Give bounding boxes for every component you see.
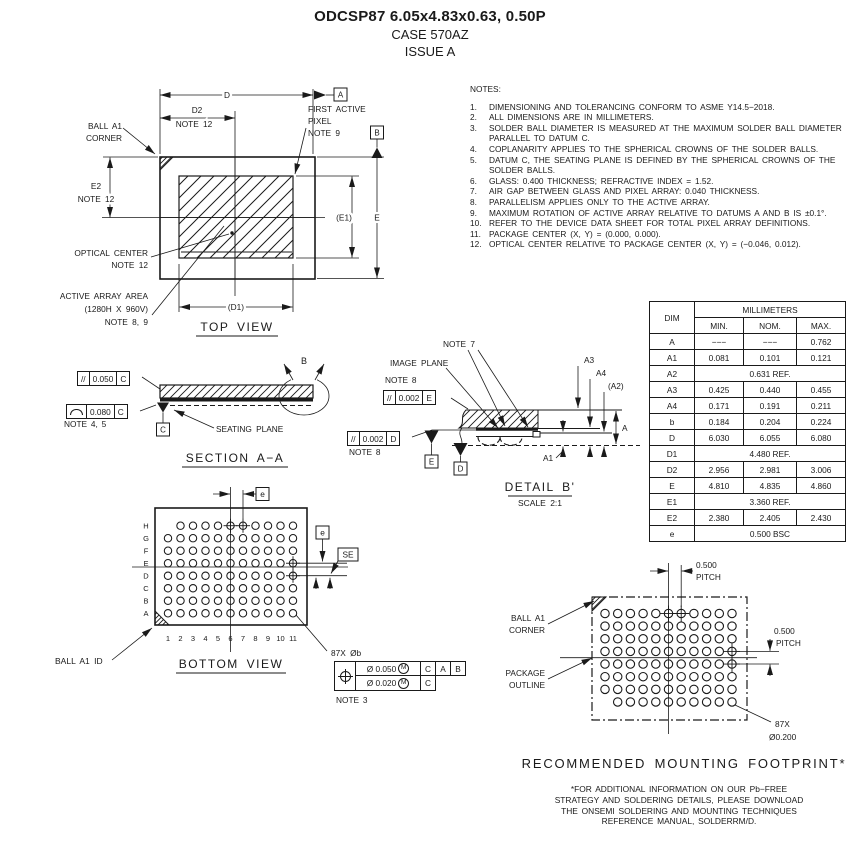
pitch-top-value: 0.500 bbox=[696, 560, 717, 570]
fcf-coplanarity-note: NOTE 4, 5 bbox=[64, 419, 107, 429]
note-item: 4. COPLANARITY APPLIES TO THE SPHERICAL CROWNS OF THE SOLDER BALLS. bbox=[470, 143, 819, 154]
pitch-right-value: 0.500 bbox=[774, 626, 795, 636]
mmc-modifier-icon: M bbox=[398, 663, 409, 674]
note-item: 8. PARALLELISM APPLIES ONLY TO THE ACTIVE ARRAY. bbox=[470, 196, 710, 207]
fcf-parallelism-glass: // 0.050 C bbox=[77, 371, 130, 386]
parallelism-icon: // bbox=[387, 392, 392, 403]
dim-table-row: A3 0.425 0.440 0.455 bbox=[650, 382, 846, 398]
fcf-parallelism-seating: // 0.002 D bbox=[347, 431, 400, 446]
glass-section bbox=[160, 385, 313, 398]
bottom-view-title: BOTTOM VIEW bbox=[178, 657, 284, 671]
svg-text:F: F bbox=[143, 546, 149, 556]
footer-note: *FOR ADDITIONAL INFORMATION ON OUR Pb−FREE STRATEGY AND SOLDERING DETAILS, PLEASE DOWNLOAD THE ONSEMI SOLDERING AND MOUNTING TECHNIQUES REFERENCE MANUAL, SOLDERRM/D. bbox=[554, 784, 804, 827]
datum-d-arrow bbox=[454, 443, 468, 456]
svg-text:D: D bbox=[143, 571, 149, 581]
dim-table-header-units: MILLIMETERS bbox=[695, 302, 846, 318]
optical-center-label: NOTE 12 bbox=[111, 260, 148, 270]
issue-revision: ISSUE A bbox=[404, 44, 456, 59]
notes-section bbox=[470, 84, 862, 250]
ball-a1-id-chamfer bbox=[155, 611, 169, 625]
dim-e-label: E bbox=[374, 212, 380, 223]
datum-e-label: E bbox=[428, 457, 435, 467]
section-aa bbox=[140, 356, 329, 467]
mounting-footprint bbox=[506, 560, 847, 771]
dim-a-label: A bbox=[622, 423, 628, 433]
ball-a1-corner-chamfer bbox=[160, 157, 173, 170]
note-item: 7. AIR GAP BETWEEN GLASS AND PIXEL ARRAY: 0.040 THICKNESS. bbox=[470, 186, 760, 197]
bottom-view bbox=[55, 487, 362, 673]
package-outline-label: OUTLINE bbox=[509, 680, 545, 690]
optical-center-dot bbox=[230, 231, 233, 234]
note-item: 3. SOLDER BALL DIAMETER IS MEASURED AT THE MAXIMUM SOLDER BALL DIAMETER PARALLEL TO DATUM C. bbox=[470, 122, 842, 144]
svg-text:3: 3 bbox=[190, 634, 196, 643]
optical-center-label: OPTICAL CENTER bbox=[74, 248, 148, 258]
fcf-bottom-note: NOTE 8 bbox=[349, 447, 381, 457]
fcf-parallelism-image-plane: // 0.002 E bbox=[383, 390, 436, 405]
first-active-pixel-label: NOTE 9 bbox=[308, 128, 340, 138]
svg-text:1: 1 bbox=[165, 634, 171, 643]
ball-a1-corner-label: CORNER bbox=[509, 625, 545, 635]
note-item: 2. ALL DIMENSIONS ARE IN MILLIMETERS. bbox=[470, 112, 654, 123]
dim-table-row: E 4.810 4.835 4.860 bbox=[650, 478, 846, 494]
datum-b-arrow bbox=[372, 148, 383, 159]
svg-text:2: 2 bbox=[178, 634, 183, 643]
solder-ball-outline bbox=[500, 437, 522, 445]
fcf-position-note: NOTE 3 bbox=[336, 695, 368, 705]
dim-table-header-max: MAX. bbox=[797, 318, 846, 334]
ball-diameter-callout: 87X Øb bbox=[331, 648, 362, 658]
top-view-title: TOP VIEW bbox=[200, 320, 274, 334]
dim-e1-label: (E1) bbox=[336, 212, 352, 223]
datum-e-arrow bbox=[425, 431, 439, 444]
dim-table-row: A4 0.171 0.191 0.211 bbox=[650, 398, 846, 414]
note-item: 1. DIMENSIONING AND TOLERANCING CONFORM TO ASME Y14.5−2018. bbox=[470, 101, 775, 112]
ball-grid bbox=[164, 519, 300, 617]
svg-text:4: 4 bbox=[203, 634, 208, 643]
pitch-right-label: PITCH bbox=[776, 638, 801, 648]
svg-text:11: 11 bbox=[289, 634, 297, 643]
pitch-e-label: e bbox=[320, 527, 325, 538]
first-active-pixel-label: FIRST ACTIVE bbox=[308, 104, 366, 114]
pitch-e-label: e bbox=[260, 489, 265, 499]
notes-list bbox=[470, 102, 862, 250]
seating-plane-label: SEATING PLANE bbox=[216, 424, 284, 434]
row-labels bbox=[143, 522, 149, 619]
dim-table-header-dim: DIM bbox=[650, 302, 695, 334]
note-item: 6. GLASS: 0.400 THICKNESS; REFRACTIVE INDEX = 1.52. bbox=[470, 175, 714, 186]
ball-a1-corner-label: BALL A1 bbox=[511, 613, 545, 623]
svg-text:A: A bbox=[143, 609, 149, 619]
dim-table-row: E1 3.360 REF. bbox=[650, 494, 846, 510]
solder-ball-outline bbox=[478, 437, 500, 445]
note-item: 10. REFER TO THE DEVICE DATA SHEET FOR TOTAL PIXEL ARRAY DEFINITIONS. bbox=[470, 218, 811, 229]
first-pixel-step bbox=[533, 432, 540, 438]
ball-a1-id-label: BALL A1 ID bbox=[55, 656, 103, 666]
dim-a4-label: A4 bbox=[596, 368, 607, 378]
svg-text:C: C bbox=[143, 584, 149, 594]
svg-text:5: 5 bbox=[215, 634, 221, 643]
active-array-label: NOTE 8, 9 bbox=[104, 317, 148, 327]
dim-table-row: D2 2.956 2.981 3.006 bbox=[650, 462, 846, 478]
dim-table-body bbox=[650, 334, 846, 542]
active-array-area bbox=[179, 176, 293, 258]
dim-table-row: e 0.500 BSC bbox=[650, 526, 846, 542]
dim-table-row: A2 0.631 REF. bbox=[650, 366, 846, 382]
svg-text:8: 8 bbox=[253, 634, 258, 643]
top-view bbox=[60, 88, 384, 336]
mmc-modifier-icon: M bbox=[398, 678, 409, 689]
dim-table-row: E2 2.380 2.405 2.430 bbox=[650, 510, 846, 526]
note7-label: NOTE 7 bbox=[443, 339, 475, 349]
fcf-coplanarity: 0.080 C bbox=[66, 404, 128, 419]
dim-table-header-min: MIN. bbox=[695, 318, 744, 334]
col-labels bbox=[166, 634, 297, 643]
note-item: 5. DATUM C, THE SEATING PLANE IS DEFINED BY THE SPHERICAL CROWNS OF THE SOLDER BALLS. bbox=[470, 154, 836, 176]
svg-text:6: 6 bbox=[228, 634, 233, 643]
svg-text:7: 7 bbox=[240, 634, 246, 643]
active-array-label: ACTIVE ARRAY AREA bbox=[59, 291, 148, 301]
note-item: 9. MAXIMUM ROTATION OF ACTIVE ARRAY RELATIVE TO DATUMS A AND B IS ±0.1°. bbox=[470, 207, 827, 218]
ball-a1-corner-label: BALL A1 bbox=[88, 121, 122, 131]
dim-a2-label: (A2) bbox=[608, 381, 624, 391]
ball-a1-corner-label: CORNER bbox=[86, 133, 122, 143]
svg-text:10: 10 bbox=[276, 634, 285, 643]
dim-table-header-nom: NOM. bbox=[744, 318, 797, 334]
datum-c-arrow bbox=[157, 403, 169, 413]
datum-d-label: D bbox=[457, 464, 464, 474]
svg-text:G: G bbox=[143, 534, 149, 544]
dim-a1-label: A1 bbox=[543, 453, 554, 463]
dim-table-row: A −−− −−− 0.762 bbox=[650, 334, 846, 350]
dim-table-row: D1 4.480 REF. bbox=[650, 446, 846, 462]
dim-table bbox=[649, 301, 846, 542]
parallelism-icon: // bbox=[81, 373, 86, 384]
parallelism-icon: // bbox=[351, 433, 356, 444]
notes-heading: NOTES: bbox=[470, 84, 501, 94]
dim-e2-label: E2 bbox=[90, 181, 102, 191]
drawing-title: ODCSP87 6.05x4.83x0.63, 0.50P bbox=[314, 8, 546, 25]
dim-table-row: D 6.030 6.055 6.080 bbox=[650, 430, 846, 446]
first-active-pixel-label: PIXEL bbox=[308, 116, 332, 126]
fcf-position: Ø 0.050 M C A B Ø 0.020 M C bbox=[334, 661, 466, 691]
fcf-top-note: NOTE 8 bbox=[385, 375, 417, 385]
active-array-label: (1280H X 960V) bbox=[84, 304, 148, 314]
section-aa-title: SECTION A−A bbox=[185, 451, 285, 465]
datum-a-label: A bbox=[337, 90, 344, 100]
svg-text:9: 9 bbox=[265, 634, 271, 643]
pad-diameter-callout: Ø0.200 bbox=[769, 732, 797, 742]
die-section bbox=[160, 398, 313, 402]
pad-grid bbox=[601, 606, 740, 707]
svg-text:H: H bbox=[143, 521, 149, 531]
svg-text:B: B bbox=[143, 596, 149, 606]
svg-text:E: E bbox=[143, 559, 149, 569]
detail-b-marker-label: B bbox=[300, 356, 308, 366]
note-item: 12. OPTICAL CENTER RELATIVE TO PACKAGE CENTER (X, Y) = (−0.046, 0.012). bbox=[470, 239, 801, 250]
dim-table-row: b 0.184 0.204 0.224 bbox=[650, 414, 846, 430]
detail-b-title: DETAIL B' bbox=[504, 480, 576, 494]
detail-b-scale: SCALE 2:1 bbox=[517, 498, 563, 508]
package-outline-label: PACKAGE bbox=[505, 668, 545, 678]
case-number: CASE 570AZ bbox=[391, 27, 469, 42]
dim-table-row: A1 0.081 0.101 0.121 bbox=[650, 350, 846, 366]
footprint-title: RECOMMENDED MOUNTING FOOTPRINT* bbox=[521, 756, 847, 771]
dim-a3-label: A3 bbox=[584, 355, 595, 365]
dim-d2-note: NOTE 12 bbox=[175, 119, 213, 129]
image-plane-label: IMAGE PLANE bbox=[390, 358, 449, 368]
datum-a-arrow bbox=[314, 91, 326, 100]
coplanarity-icon bbox=[70, 409, 83, 415]
dim-d2-label: D2 bbox=[191, 105, 203, 115]
position-icon bbox=[340, 671, 351, 682]
offset-se-label: SE bbox=[342, 549, 354, 560]
datum-b-label: B bbox=[374, 128, 380, 138]
dim-d1-label: (D1) bbox=[227, 302, 245, 312]
dim-d-label: D bbox=[224, 90, 230, 100]
pad-diameter-callout: 87X bbox=[775, 719, 790, 729]
note-item: 11. PACKAGE CENTER (X, Y) = (0.000, 0.000). bbox=[470, 228, 661, 239]
datum-c-label: C bbox=[160, 425, 166, 435]
dim-e2-note: NOTE 12 bbox=[77, 194, 115, 204]
detail-b bbox=[390, 339, 640, 508]
pitch-top-label: PITCH bbox=[696, 572, 721, 582]
